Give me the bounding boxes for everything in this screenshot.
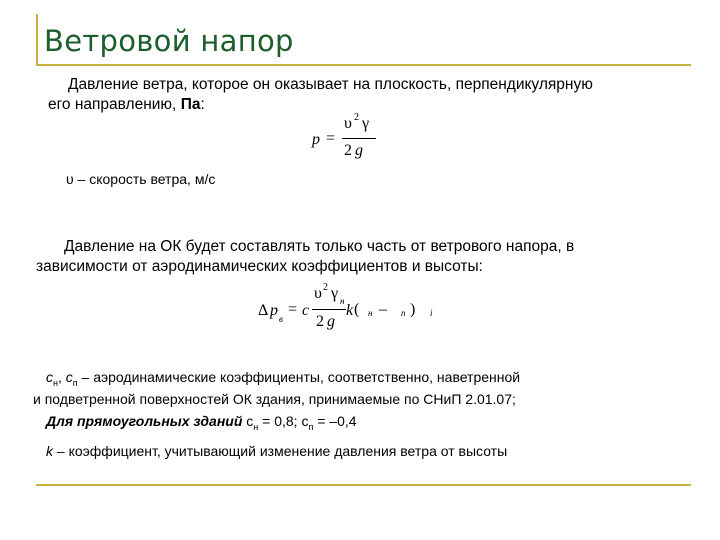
para2-line-1: Давление на ОК будет составлять только часть от ветрового напора, в <box>64 238 575 255</box>
wind-pressure-formula <box>312 112 392 172</box>
coefficients-definition-line-2: и подветренной поверхностей ОК здания, принимаемые по СНиП 2.01.07; <box>33 391 516 407</box>
formula2-upsilon: υ <box>314 285 322 302</box>
formula2-sub-n: н <box>340 296 345 306</box>
formula2-sub-i: i <box>430 308 433 318</box>
para2-line-2: зависимости от аэродинамических коэффициентов и высоты: <box>36 258 483 275</box>
formula2-sub-p: п <box>401 308 406 318</box>
formula2-gamma: γ <box>331 285 339 302</box>
formula-den-g: g <box>355 142 363 159</box>
pressure-unit: Па <box>180 96 201 113</box>
formula2-equals: = <box>288 301 298 318</box>
footer-rule <box>36 484 691 486</box>
formula2-paren-open: ( <box>354 301 360 318</box>
slide-title: Ветровой напор <box>44 24 294 58</box>
k-definition: k – коэффициент, учитывающий изменение давления ветра от высоты <box>46 443 508 459</box>
formula2-square: 2 <box>323 282 328 293</box>
formula2-delta: Δ <box>258 302 269 319</box>
title-accent-vertical-line <box>36 14 38 64</box>
formula2-den-two: 2 <box>316 313 324 330</box>
formula-den-two: 2 <box>344 142 352 159</box>
formula2-sub-v: в <box>279 314 283 324</box>
wind-pressure-on-building-formula <box>258 282 448 342</box>
formula2-c: c <box>302 302 310 319</box>
formula-p: p <box>312 131 320 148</box>
upsilon-symbol: υ <box>66 171 74 187</box>
fraction-bar <box>342 138 376 139</box>
title-underline <box>36 64 691 66</box>
formula-square: 2 <box>354 112 359 123</box>
rectangular-buildings-note: Для прямоугольных зданий $c_н = 0,8$; $c_п = -0,4$ <box>46 413 357 432</box>
coefficients-definition-line-1: $c_н$, $c_п$ – аэродинамические коэффициенты, соответственно, наветренной <box>46 369 521 388</box>
formula2-k: k <box>346 302 354 319</box>
formula-equals: = <box>326 130 336 147</box>
velocity-definition: υ – скорость ветра, м/с <box>66 171 216 187</box>
formula-gamma: γ <box>362 115 370 132</box>
formula2-sub-n-2: н <box>368 308 373 318</box>
formula2-paren-close: ) <box>410 301 416 318</box>
formula2-minus: – <box>379 301 387 318</box>
formula2-fraction-bar <box>312 309 346 310</box>
formula2-den-g: g <box>327 313 335 330</box>
formula-upsilon: υ <box>344 115 352 132</box>
intro-line-1: Давление ветра, которое он оказывает на плоскость, перпендикулярную <box>68 76 593 93</box>
intro-line-2: его направлению, Па: <box>48 96 205 113</box>
formula2-p: p <box>270 302 278 319</box>
